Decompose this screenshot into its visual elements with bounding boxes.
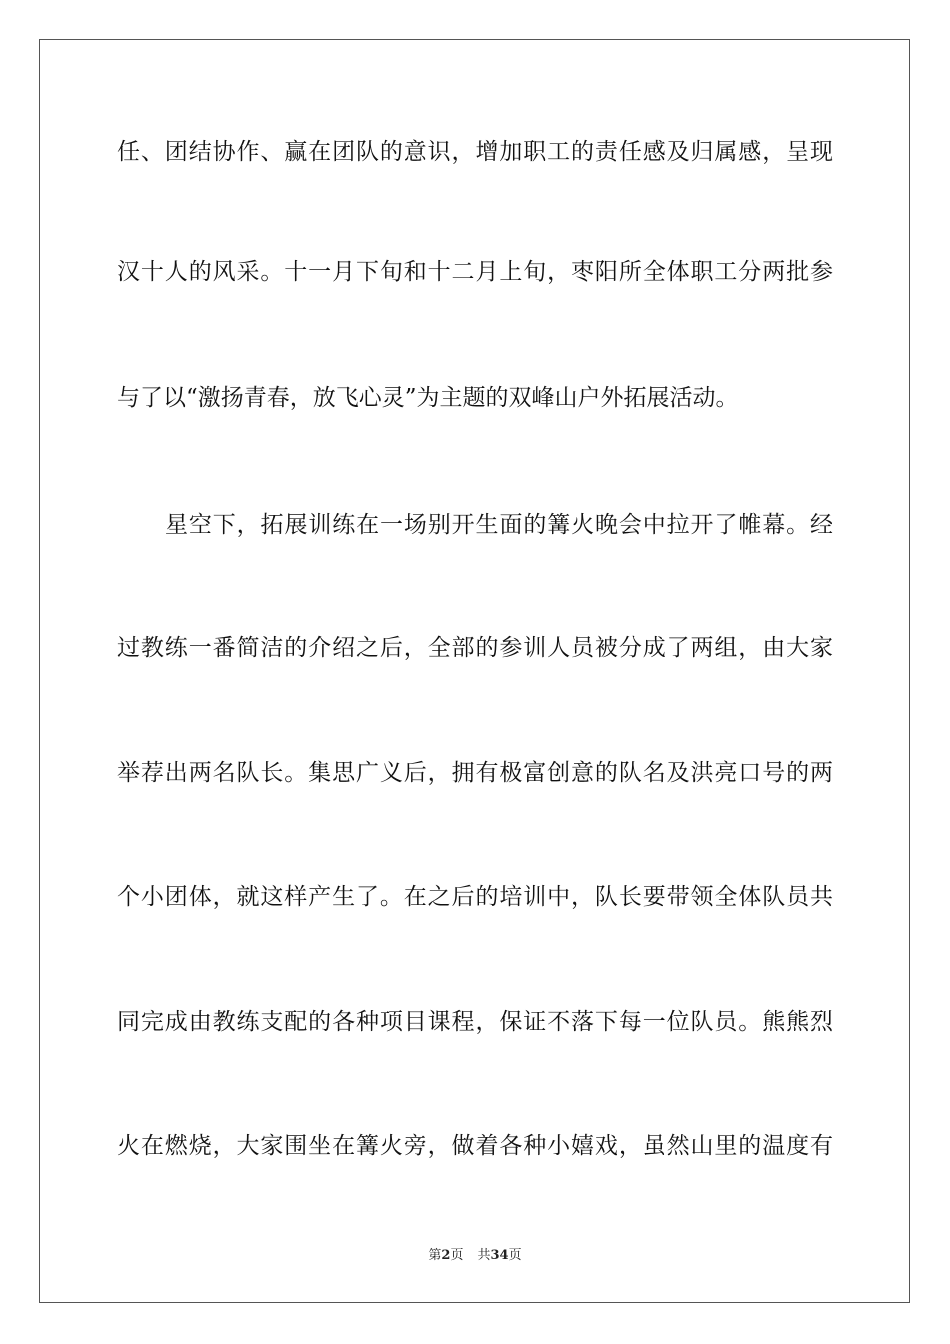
text-line: 任、团结协作、赢在团队的意识，增加职工的责任感及归属感，呈现 (117, 139, 833, 165)
page-footer (0, 1247, 950, 1265)
paragraph-first-line: 星空下，拓展训练在一场别开生面的篝火晚会中拉开了帷幕。经 (165, 512, 833, 538)
text-line: 过教练一番简洁的介绍之后，全部的参训人员被分成了两组，由大家 (117, 635, 833, 661)
page-prefix: 第 (428, 1248, 442, 1263)
page-border (39, 39, 910, 1303)
text-line: 火在燃烧，大家围坐在篝火旁，做着各种小嬉戏，虽然山里的温度有 (117, 1133, 833, 1159)
text-line: 汉十人的风采。十一月下旬和十二月上旬，枣阳所全体职工分两批参 (117, 259, 833, 285)
page-number: 2 (441, 1248, 451, 1263)
text-line: 个小团体，就这样产生了。在之后的培训中，队长要带领全体队员共 (117, 884, 833, 910)
total-prefix: 共 (477, 1248, 491, 1263)
page-suffix: 页 (450, 1248, 464, 1263)
text-line: 举荐出两名队长。集思广义后，拥有极富创意的队名及洪亮口号的两 (117, 760, 833, 786)
total-pages: 34 (490, 1248, 509, 1263)
text-line: 与了以“激扬青春，放飞心灵”为主题的双峰山户外拓展活动。 (117, 385, 739, 411)
total-suffix: 页 (508, 1248, 522, 1263)
text-line: 同完成由教练支配的各种项目课程，保证不落下每一位队员。熊熊烈 (117, 1009, 833, 1035)
